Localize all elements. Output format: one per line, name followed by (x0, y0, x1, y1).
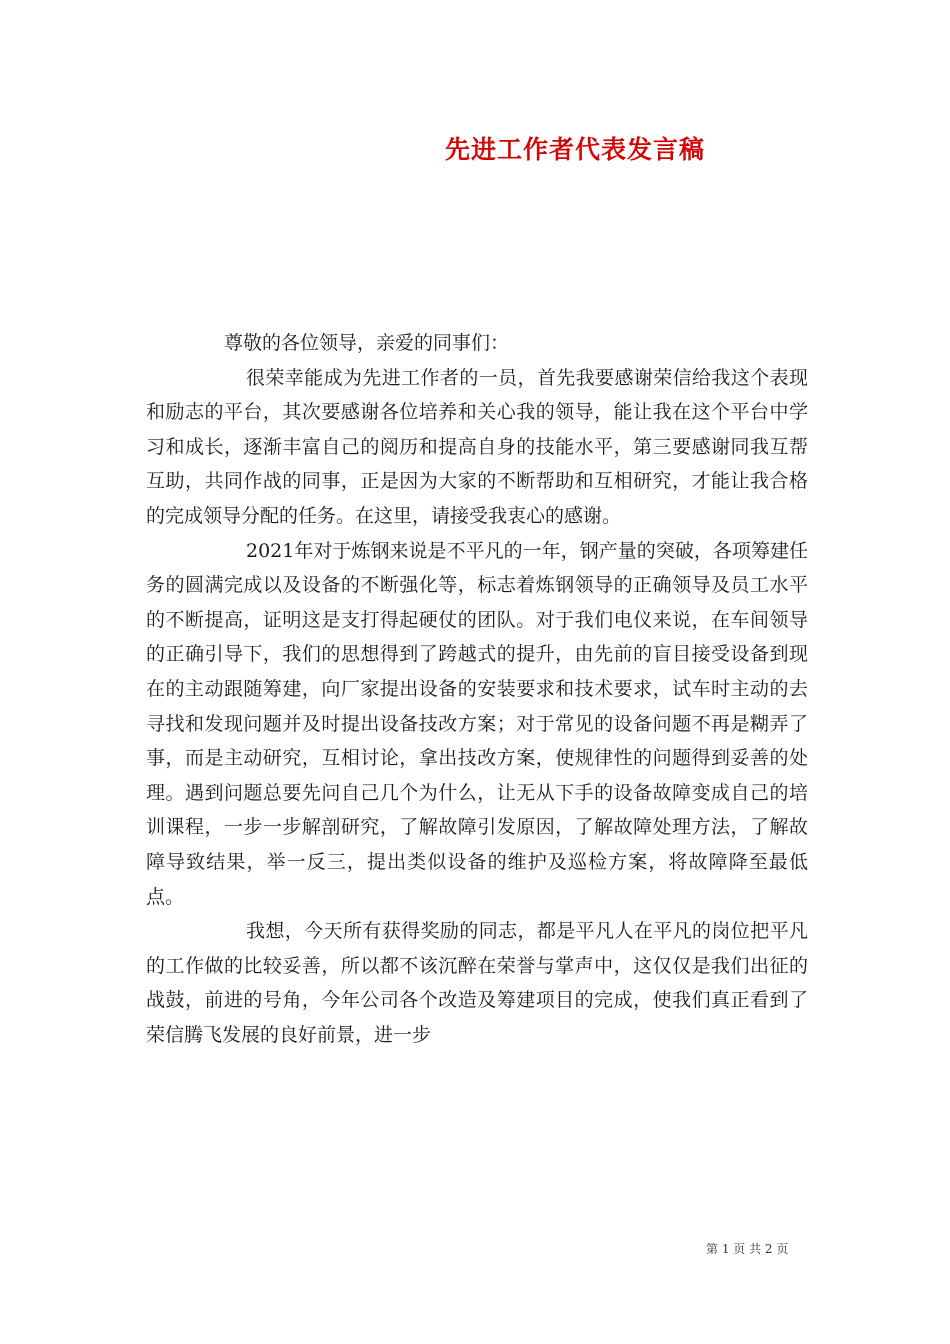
document-title: 先进工作者代表发言稿 (444, 135, 705, 164)
paragraph-1: 很荣幸能成为先进工作者的一员，首先我要感谢荣信给我这个表现和励志的平台，其次要感谢各位培养和关心我的领导，能让我在这个平台中学习和成长，逐渐丰富自己的阅历和提高自身的技能水平，第三要感谢同我互帮互助，共同作战的同事，正是因为大家的不断帮助和互相研究，才能让我合格的完成领导分配的任务。在这里，请接受我衷心的感谢。 (146, 366, 808, 527)
paragraph-2: 2021年对于炼钢来说是不平凡的一年，钢产量的突破，各项筹建任务的圆满完成以及设备的不断强化等，标志着炼钢领导的正确领导及员工水平的不断提高，证明这是支打得起硬仗的团队。对于我们电仪来说，在车间领导的正确引导下，我们的思想得到了跨越式的提升，由先前的盲目接受设备到现在的主动跟随筹建，向厂家提出设备的安装要求和技术要求，试车时主动的去寻找和发现问题并及时提出设备技改方案；对于常见的设备问题不再是糊弄了事，而是主动研究，互相讨论，拿出技改方案，使规律性的问题得到妥善的处理。遇到问题总要先问自己几个为什么，让无从下手的设备故障变成自己的培训课程，一步一步解剖研究，了解故障引发原因，了解故障处理方法，了解故障导致结果，举一反三，提出类似设备的维护及巡检方案，将故障降至最低点。 (146, 539, 808, 908)
document-body (146, 326, 808, 1052)
paragraph-3: 我想，今天所有获得奖励的同志，都是平凡人在平凡的岗位把平凡的工作做的比较妥善，所以都不该沉醉在荣誉与掌声中，这仅仅是我们出征的战鼓，前进的号角，今年公司各个改造及筹建项目的完成，使我们真正看到了荣信腾飞发展的良好前景，进一步 (146, 920, 808, 1046)
greeting: 尊敬的各位领导，亲爱的同事们： (224, 332, 510, 354)
page-number: 第 1 页 共 2 页 (706, 1242, 789, 1256)
